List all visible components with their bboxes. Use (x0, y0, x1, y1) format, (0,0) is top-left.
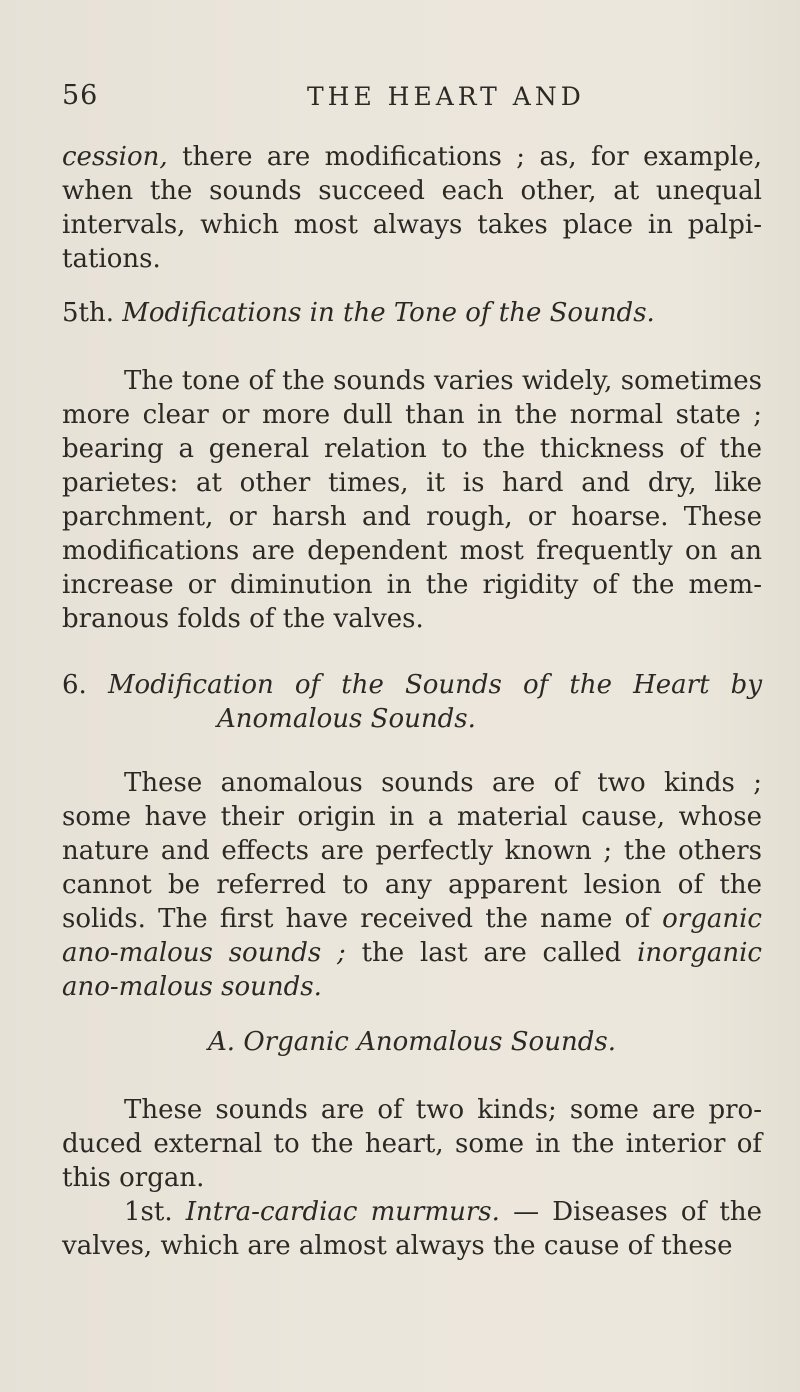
section-title: Modifications in the Tone of the Sounds. (122, 298, 655, 328)
paragraph-3-text-b: the last are called (345, 938, 638, 968)
paragraph-5-text-b: — Diseases of the valves, which are almost always the cause of these (62, 1197, 762, 1261)
paragraph-1-italic: cession, (62, 142, 168, 172)
section-number: 6. (62, 670, 87, 700)
paragraph-tone (62, 364, 762, 636)
paragraph-5-italic: Intra-cardiac murmurs. (185, 1197, 500, 1227)
section-title-line-1: Modification of the Sounds of the Heart by (107, 670, 763, 700)
paragraph-1-text: there are modifications ; as, for example, when the sounds succeed each other, at unequal intervals, which most always takes place in palpi-tations. (62, 142, 762, 274)
paragraph-2-text: The tone of the sounds varies widely, sometimes more clear or more dull than in the normal state ; bearing a general relation to the thickness of the parietes: at other times, it is hard and dry, like parchment, or harsh and rough, or hoarse. These modifications are dependent most frequently on an increase or diminution in the rigidity of the mem-branous folds of the valves. (62, 366, 762, 634)
section-title: A. Organic Anomalous Sounds. (208, 1027, 616, 1057)
section-title-line-2: Anomalous Sounds. (217, 704, 476, 734)
paragraph-5-text-a: 1st. (124, 1197, 186, 1227)
section-heading-6 (62, 668, 762, 736)
paragraph-anomalous (62, 766, 762, 1004)
paragraph-intracardiac (62, 1195, 762, 1263)
paragraph-3-text-a: These anomalous sounds are of two kinds ; some have their origin in a material cause, whose nature and effects are perfectly known ; the others cannot be referred to any apparent lesion of the solids. The first have received the name of (62, 768, 762, 934)
paragraph-continuation (62, 140, 762, 276)
running-title: THE HEART AND (307, 82, 585, 111)
paragraph-3-italic-b: inorganic ano-malous sounds. (62, 938, 762, 1002)
section-heading-5th (62, 296, 655, 330)
page-number: 56 (62, 80, 99, 111)
paragraph-3-italic-a: organic ano-malous sounds ; (62, 904, 762, 968)
paragraph-4-text: These sounds are of two kinds; some are pro-duced external to the heart, some in the interior of this organ. (62, 1095, 762, 1193)
section-heading-a (62, 1025, 762, 1059)
page-header (62, 80, 740, 120)
section-number: 5th. (62, 298, 114, 328)
paragraph-organic (62, 1093, 762, 1195)
